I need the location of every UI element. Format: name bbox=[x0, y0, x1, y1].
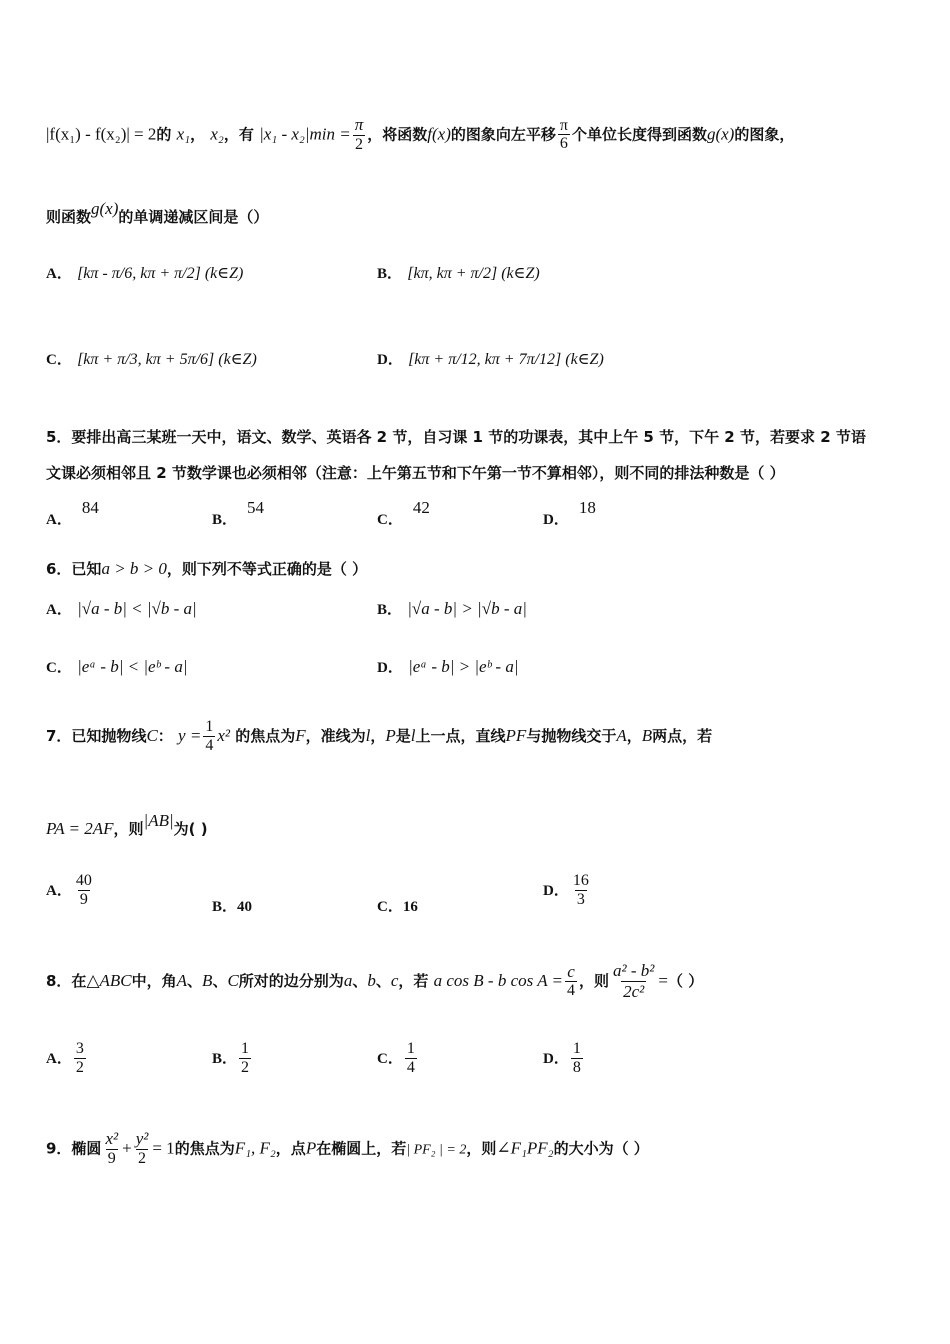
q4-text: 的 bbox=[156, 125, 172, 144]
q9-var: P bbox=[305, 1138, 317, 1158]
option-expr: |√a - b| < |√b - a| bbox=[77, 599, 197, 618]
frac-num: 40 bbox=[75, 872, 92, 889]
frac-num: x² bbox=[105, 1129, 119, 1148]
q8-var: b bbox=[367, 971, 376, 991]
q7-option-b[interactable] bbox=[212, 895, 252, 916]
q6-text: ，则下列不等式正确的是（ ） bbox=[166, 560, 368, 578]
q8-var: A bbox=[176, 971, 188, 991]
q8-eq: a cos B - b cos A = bbox=[433, 971, 563, 991]
option-label: A． bbox=[46, 882, 72, 899]
q9-text: 的焦点为 bbox=[174, 1139, 235, 1158]
frac-num: y² bbox=[135, 1129, 149, 1148]
option-label: B． bbox=[212, 899, 238, 915]
q7-stem-line-2 bbox=[46, 811, 208, 838]
option-label: C． bbox=[377, 899, 403, 915]
q4-text: 的单调递减区间是（） bbox=[118, 208, 269, 226]
option-expr: [kπ + π/3, kπ + 5π/6] (k∈Z) bbox=[77, 351, 257, 368]
frac-num: π bbox=[559, 116, 568, 134]
q4-question-line bbox=[46, 199, 269, 226]
q4-intro-line bbox=[46, 116, 794, 154]
q6-condition: a > b > 0 bbox=[101, 559, 167, 578]
q7-option-c[interactable] bbox=[377, 895, 418, 916]
q7-text: 上一点，直线 bbox=[415, 726, 506, 745]
q7-var: F bbox=[295, 725, 306, 745]
option-expr: |√a - b| > |√b - a| bbox=[407, 599, 527, 618]
q9-text: ，则 bbox=[466, 1139, 497, 1158]
q4-option-b[interactable] bbox=[377, 262, 540, 283]
q9-op: + bbox=[122, 1138, 132, 1158]
option-fraction bbox=[571, 1040, 583, 1077]
option-fraction bbox=[571, 872, 591, 909]
frac-den: 2 bbox=[354, 135, 363, 153]
option-label: C． bbox=[46, 352, 72, 368]
option-fraction bbox=[74, 872, 94, 909]
q7-stem-line-1 bbox=[46, 718, 712, 755]
q8-ratio bbox=[611, 962, 656, 1001]
option-fraction bbox=[405, 1040, 417, 1077]
option-label: B． bbox=[377, 602, 403, 618]
q8-option-b[interactable] bbox=[212, 1040, 253, 1077]
q7-eq: x² bbox=[217, 725, 230, 745]
q5-option-b[interactable] bbox=[212, 498, 265, 529]
option-value: 18 bbox=[578, 498, 596, 517]
q9-text: ，点 bbox=[275, 1139, 306, 1158]
option-label: A． bbox=[46, 1050, 72, 1067]
frac-den: 2c² bbox=[623, 981, 645, 1001]
option-label: C． bbox=[377, 1050, 403, 1067]
q8-var: c bbox=[390, 971, 399, 991]
q8-text: （ ） bbox=[667, 972, 704, 991]
q9-text: 的大小为（ ） bbox=[553, 1139, 649, 1158]
q7-text: 7．已知抛物线 bbox=[46, 726, 147, 745]
q8-text: 、 bbox=[375, 972, 391, 991]
q8-text: 、 bbox=[187, 972, 203, 991]
q8-text: 8．在 bbox=[46, 972, 87, 991]
q7-var: PF bbox=[505, 725, 527, 745]
q4-text: 个单位长度得到函数 bbox=[571, 125, 707, 144]
option-expr: [kπ - π/6, kπ + π/2] (k∈Z) bbox=[77, 265, 244, 282]
q9-stem bbox=[46, 1130, 649, 1168]
q8-stem bbox=[46, 962, 703, 1001]
frac-den: 4 bbox=[205, 736, 214, 754]
q5-option-d[interactable] bbox=[543, 498, 596, 529]
frac-num: 1 bbox=[241, 1040, 250, 1057]
frac-num: 3 bbox=[75, 1040, 84, 1057]
q8-var: C bbox=[227, 971, 239, 991]
option-value: 16 bbox=[402, 899, 418, 915]
option-fraction bbox=[239, 1040, 251, 1077]
q9-var: F₁, F₂ bbox=[234, 1138, 276, 1158]
option-value: 42 bbox=[412, 498, 430, 517]
q4-option-a[interactable] bbox=[46, 262, 243, 283]
option-label: D． bbox=[377, 352, 403, 368]
q9-y-frac bbox=[134, 1130, 151, 1168]
frac-den: 4 bbox=[406, 1058, 415, 1076]
option-expr: |eᵃ - b| > |eᵇ - a| bbox=[408, 657, 519, 676]
q7-var: l bbox=[410, 725, 416, 745]
frac-num: 1 bbox=[572, 1040, 581, 1057]
q8-text: 中，角 bbox=[131, 972, 177, 991]
option-label: B． bbox=[377, 266, 403, 282]
option-value: 84 bbox=[81, 498, 99, 517]
q7-text: ，则 bbox=[113, 820, 144, 838]
q4-g: g(x) bbox=[706, 124, 735, 144]
option-expr: [kπ + π/12, kπ + 7π/12] (k∈Z) bbox=[408, 351, 604, 368]
frac-den: 9 bbox=[107, 1149, 116, 1167]
frac-den: 8 bbox=[572, 1058, 581, 1076]
q8-option-a[interactable] bbox=[46, 1040, 88, 1077]
q4-option-d[interactable] bbox=[377, 348, 604, 369]
q7-text: ， bbox=[626, 726, 642, 745]
q6-text: 6．已知 bbox=[46, 560, 102, 578]
option-expr: |eᵃ - b| < |eᵇ - a| bbox=[77, 657, 188, 676]
option-label: D． bbox=[377, 660, 403, 676]
q9-var: ∠F₁PF₂ bbox=[496, 1138, 554, 1158]
option-label: C． bbox=[377, 512, 403, 528]
option-label: B． bbox=[212, 512, 238, 528]
q7-text: 两点，若 bbox=[652, 726, 713, 745]
frac-den: 2 bbox=[75, 1058, 84, 1076]
q5-line-2: 文课必须相邻且 2 节数学课也必须相邻（注意：上午第五节和下午第一节不算相邻），则不同的排法种数是（ ） bbox=[46, 464, 785, 482]
q4-x1: x₁ bbox=[176, 124, 191, 144]
q9-x-frac bbox=[103, 1130, 120, 1168]
q4-condition: |f(x₁) - f(x₂)| = 2 bbox=[46, 124, 157, 144]
q7-text: ： bbox=[157, 726, 173, 745]
q7-var: l bbox=[365, 725, 371, 745]
q7-text: 为( ) bbox=[173, 820, 208, 838]
q8-option-c[interactable] bbox=[377, 1040, 419, 1077]
q7-ab: |AB| bbox=[143, 811, 174, 830]
q7-eq: PA = 2AF bbox=[46, 819, 114, 838]
q7-var: A bbox=[616, 725, 627, 745]
q4-text: ，有 bbox=[223, 125, 254, 144]
option-label: D． bbox=[543, 882, 569, 899]
q7-option-d[interactable] bbox=[543, 872, 593, 909]
q8-var: △ABC bbox=[86, 971, 132, 991]
q8-text: 、 bbox=[352, 972, 368, 991]
q4-pi-sixth bbox=[558, 117, 570, 154]
frac-den: 4 bbox=[567, 982, 575, 1000]
q6-option-c[interactable] bbox=[46, 656, 188, 677]
frac-den: 6 bbox=[559, 135, 568, 153]
q7-text: 是 bbox=[395, 726, 411, 745]
q5-option-a[interactable] bbox=[46, 498, 99, 529]
frac-den: 9 bbox=[79, 890, 88, 908]
q8-var: a bbox=[343, 971, 353, 991]
q8-text: ，则 bbox=[579, 972, 610, 991]
q7-var: B bbox=[641, 725, 653, 745]
q4-option-c[interactable] bbox=[46, 348, 257, 369]
q9-op: = 1 bbox=[152, 1138, 175, 1158]
frac-num: π bbox=[354, 115, 364, 134]
option-label: C． bbox=[46, 660, 72, 676]
frac-den: 3 bbox=[576, 890, 585, 908]
q4-text: 的图象， bbox=[734, 125, 795, 144]
option-label: B． bbox=[212, 1050, 238, 1067]
frac-den: 2 bbox=[138, 1149, 147, 1167]
q7-text: 与抛物线交于 bbox=[526, 726, 617, 745]
q9-text: 9．椭圆 bbox=[46, 1139, 102, 1158]
q7-var: P bbox=[385, 725, 396, 745]
q6-option-b[interactable] bbox=[377, 598, 527, 619]
q4-text: 则函数 bbox=[46, 208, 92, 226]
q4-min-expr: |x₁ - x₂|min = bbox=[259, 124, 351, 144]
q4-g: g(x) bbox=[91, 199, 119, 218]
q7-option-a[interactable] bbox=[46, 872, 96, 909]
q7-text: 的焦点为 bbox=[235, 726, 296, 745]
frac-num: a² - b² bbox=[613, 961, 655, 980]
option-expr: [kπ, kπ + π/2] (k∈Z) bbox=[407, 265, 540, 282]
q6-option-d[interactable] bbox=[377, 656, 519, 677]
q7-eq: y = bbox=[178, 725, 202, 745]
q7-var: C bbox=[146, 725, 158, 745]
q8-text: 、 bbox=[212, 972, 228, 991]
q4-f: f(x) bbox=[427, 124, 451, 144]
q8-text: ，若 bbox=[398, 972, 429, 991]
q4-text: ，将函数 bbox=[367, 125, 428, 144]
q7-quarter bbox=[203, 718, 215, 755]
option-label: A． bbox=[46, 266, 72, 282]
q6-stem bbox=[46, 560, 367, 577]
option-fraction bbox=[74, 1040, 86, 1077]
q4-sep: ， bbox=[190, 125, 206, 144]
q4-text: 的图象向左平移 bbox=[450, 125, 556, 144]
q4-pi-half bbox=[353, 116, 366, 154]
q8-c-quarter bbox=[565, 963, 577, 1001]
q5-line-1: 5．要排出高三某班一天中，语文、数学、英语各 2 节，自习课 1 节的功课表，其中上午 5 节，下午 2 节，若要求 2 节语 bbox=[46, 428, 866, 446]
q8-eq: = bbox=[658, 971, 668, 991]
option-label: A． bbox=[46, 512, 72, 528]
option-label: D． bbox=[543, 512, 569, 528]
frac-num: 16 bbox=[572, 872, 589, 889]
frac-den: 2 bbox=[241, 1058, 250, 1076]
frac-num: 1 bbox=[406, 1040, 415, 1057]
q7-text: ，准线为 bbox=[305, 726, 366, 745]
frac-num: 1 bbox=[205, 718, 214, 735]
q9-eq: | PF₂ | = 2 bbox=[406, 1142, 467, 1158]
frac-num: c bbox=[567, 961, 575, 981]
option-label: D． bbox=[543, 1050, 569, 1067]
q5-option-c[interactable] bbox=[377, 498, 430, 529]
q4-x2: x₂ bbox=[210, 124, 224, 144]
option-value: 40 bbox=[237, 899, 253, 915]
q6-option-a[interactable] bbox=[46, 598, 197, 619]
q7-text: ， bbox=[370, 726, 386, 745]
option-label: A． bbox=[46, 602, 72, 618]
q8-var: B bbox=[202, 971, 213, 991]
q8-text: 所对的边分别为 bbox=[238, 972, 344, 991]
q9-text: 在椭圆上，若 bbox=[316, 1139, 407, 1158]
q8-option-d[interactable] bbox=[543, 1040, 585, 1077]
option-value: 54 bbox=[247, 498, 265, 517]
